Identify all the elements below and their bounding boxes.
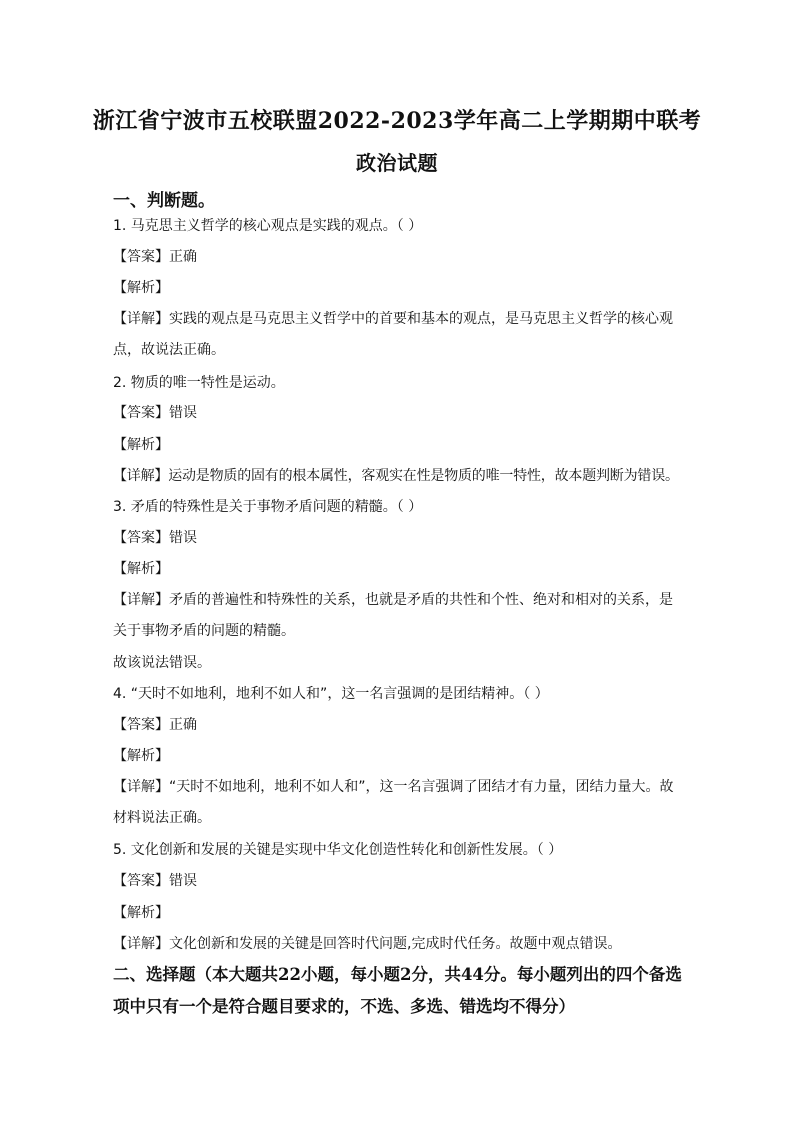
question-3-stem: 3. 矛盾的特殊性是关于事物矛盾问题的精髓。（ ）	[113, 499, 423, 515]
answer-label: 【答案】	[113, 249, 169, 265]
detail-text: 运动是物质的固有的根本属性，客观实在性是物质的唯一特性，故本题判断为错误。	[168, 468, 679, 484]
question-4-answer	[113, 715, 683, 735]
question-4-detail	[113, 772, 685, 834]
answer-label: 【答案】	[113, 873, 169, 889]
question-2-analysis-label: 【解析】	[113, 437, 169, 453]
answer-value: 错误	[169, 873, 197, 889]
detail-label: 【详解】	[113, 779, 169, 795]
answer-label: 【答案】	[113, 717, 169, 733]
question-1-detail	[113, 304, 685, 366]
question-5-answer	[113, 871, 683, 891]
detail-text: 文化创新和发展的关键是回答时代问题,完成时代任务。故题中观点错误。	[169, 936, 622, 952]
question-4-stem: 4. “天时不如地利，地利不如人和”，这一名言强调的是团结精神。（ ）	[113, 686, 549, 702]
document-title: 浙江省宁波市五校联盟2022-2023学年高二上学期期中联考	[92, 108, 702, 134]
answer-value: 错误	[169, 405, 197, 421]
question-1-stem: 1. 马克思主义哲学的核心观点是实践的观点。（ ）	[113, 218, 423, 234]
question-3-detail-conclusion: 故该说法错误。	[113, 655, 211, 671]
document-subtitle: 政治试题	[356, 151, 438, 175]
answer-value: 正确	[169, 249, 197, 265]
question-2-detail	[113, 466, 683, 486]
question-5-detail	[113, 934, 683, 954]
detail-label: 【详解】	[113, 936, 169, 952]
answer-label: 【答案】	[113, 530, 169, 546]
question-1-answer	[113, 247, 683, 267]
question-3-answer	[113, 528, 683, 548]
question-5-analysis-label: 【解析】	[113, 905, 169, 921]
detail-label: 【详解】	[113, 468, 169, 484]
detail-text: “天时不如地利，地利不如人和”，这一名言强调了团结才有力量，团结力量大。故材料说法正确。	[113, 779, 674, 826]
answer-value: 错误	[169, 530, 197, 546]
detail-text: 矛盾的普遍性和特殊性的关系，也就是矛盾的共性和个性、绝对和相对的关系，是关于事物矛盾的问题的精髓。	[113, 592, 673, 639]
detail-label: 【详解】	[113, 592, 169, 608]
detail-text: 实践的观点是马克思主义哲学中的首要和基本的观点，是马克思主义哲学的核心观点，故说法正确。	[113, 311, 673, 358]
answer-value: 正确	[169, 717, 197, 733]
detail-label: 【详解】	[113, 311, 169, 327]
answer-label: 【答案】	[113, 405, 169, 421]
question-2-answer	[113, 403, 683, 423]
question-3-detail	[113, 585, 685, 647]
question-2-stem: 2. 物质的唯一特性是运动。	[113, 375, 285, 391]
section-heading-judgment: 一、判断题。	[113, 191, 215, 211]
section-heading-multiple-choice: 二、选择题（本大题共22小题，每小题2分，共44分。每小题列出的四个备选项中只有一个是符合题目要求的，不选、多选、错选均不得分）	[113, 965, 682, 1016]
question-3-analysis-label: 【解析】	[113, 561, 169, 577]
question-5-stem: 5. 文化创新和发展的关键是实现中华文化创造性转化和创新性发展。（ ）	[113, 842, 563, 858]
question-4-analysis-label: 【解析】	[113, 748, 169, 764]
question-1-analysis-label: 【解析】	[113, 280, 169, 296]
